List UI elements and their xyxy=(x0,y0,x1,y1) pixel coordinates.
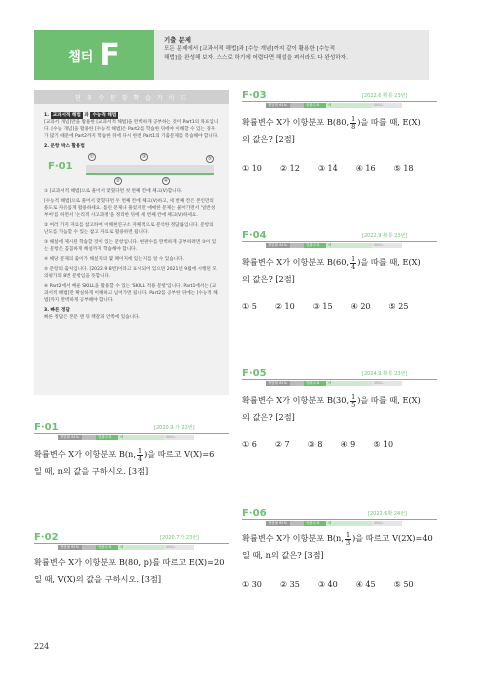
tag-csat-method: 수능적 해법 xyxy=(92,113,117,118)
problem-f05 xyxy=(242,368,437,458)
choice-5[interactable]: ⑤ 18 xyxy=(393,164,414,173)
sample-problem-code: F·01 xyxy=(48,161,73,172)
choice-2[interactable]: ② 7 xyxy=(274,440,290,449)
choice-1[interactable]: ① 5 xyxy=(242,302,257,311)
problem-status-bar: 정답률 61% 현판수표 해 SKILL xyxy=(266,381,402,386)
choice-3[interactable]: ③ 15 xyxy=(312,302,333,311)
answer-choices xyxy=(242,580,432,589)
problem-source: [2020.9 가 22번] xyxy=(154,425,195,431)
marker-1: ① xyxy=(89,153,95,160)
chapter-label: 챕터 xyxy=(68,49,94,65)
problem-rule xyxy=(34,543,229,544)
choice-4[interactable]: ④ 45 xyxy=(355,580,376,589)
guide-section-1-title: 1. 교과서적 해법 과 수능적 해법 xyxy=(44,113,117,118)
choice-2[interactable]: ② 10 xyxy=(274,302,295,311)
problem-statement: 확률변수 X가 이항분포 B(60, $\frac{1}{4}$ )을 따를 때, E(X) 의 값은? [2점] xyxy=(242,254,421,284)
guide-section-2-title: 2. 문항 박스 활용법 xyxy=(44,144,85,149)
choice-4[interactable]: ④ 20 xyxy=(350,302,371,311)
problem-statement: 확률변수 X가 이항분포 B(80, p)를 따르고 E(X)=20 일 때, V(X)의 값을 구하시오. [3점] xyxy=(34,557,225,584)
choice-3[interactable]: ③ 14 xyxy=(317,164,338,173)
marker-5: ⑤ xyxy=(207,155,213,162)
guide-item-2: ② 여러 가지 자료를 참고하여 이해현연구소 자체적으로 분석한 정답률입니다. 문항의 난도를 가늠할 수 있는 참고 자료로 활용하면 됩니다. xyxy=(44,223,214,235)
problem-rule xyxy=(34,433,229,434)
problem-status-bar: 정답률 61% 현판수표 해 SKILL xyxy=(266,521,402,526)
chapter-badge xyxy=(34,30,154,80)
guide-item-1: ① [교과서적 해법]으로 풀어서 맞혔다면 첫 번째 칸에 체크(V)합니다. xyxy=(44,189,183,194)
sample-problem-box xyxy=(44,153,219,185)
answer-choices xyxy=(242,164,432,173)
marker-2: ② xyxy=(115,177,121,184)
choice-5[interactable]: ⑤ 25 xyxy=(388,302,409,311)
guide-item-4: ④ 해당 문제의 출이가 해설지의 몇 페이지에 있는지를 알 수 있습니다. xyxy=(44,257,184,262)
sample-problem-bar xyxy=(86,165,214,175)
header-line-1: 모든 문제에서 [교과서적 해법]과 [수능 개념]까지 같이 활용한 [수능적 xyxy=(164,46,336,52)
tag-textbook-method: 교과서적 해법 xyxy=(52,113,81,118)
guide-item-3: ③ 해설에 제시된 학습할 것이 있는 문항입니다. 현판수를 완벽하게 공부하려면 ③이 있는 문항은 꼼꼼하게 해설까지 학습해야 합니다. xyxy=(44,240,217,252)
problem-f04 xyxy=(242,230,437,320)
header-line-2: 해법]을 완성해 보자. 스스로 하기에 어렵다면 해설을 펴서라도 다 완성하자. xyxy=(164,55,348,61)
problem-status-bar: 정답률 61% 현판수표 해 SKILL xyxy=(58,545,194,550)
problem-f03 xyxy=(242,90,437,180)
choice-4[interactable]: ④ 9 xyxy=(340,440,356,449)
problem-source: [2022.6확 24번] xyxy=(368,511,408,517)
problem-source: [2022.9 확통 23번] xyxy=(362,233,408,239)
problem-rule xyxy=(242,101,437,102)
guide-item-6: ⑥ Part2에서 배운 SKILL을 활용할 수 있는 'SKILL 적용 문항'입니다. Part1에서는 [교과서적 해법]만 확실하게 이해하고 넘어가면 됩니다. Part2를 공부한 뒤에는 [수능적 해법]까지 완벽하게 공부해야 합니다. xyxy=(44,284,218,303)
page-number: 224 xyxy=(34,642,50,651)
guide-item-1b: [수능적 해법]으로 풀어서 맞혔다면 두 번째 칸에 체크(V)하고, 세 번째 칸은 본인만의 용도로 자유롭게 활용하세요. 틀린 문제나 풀었지만 애매한 문제는 물어가면서 '일반성 부여'를 하면서 '논리적 사고과정'을 정리한 뒤에 세 번째 칸에 체크(V)하세요. xyxy=(44,199,216,218)
problem-f06 xyxy=(242,508,437,598)
guide-section-3-text: 빠른 정답은 본문 맨 뒤 책갈피 안쪽에 있습니다. xyxy=(44,315,140,320)
marker-4: ④ xyxy=(163,177,169,184)
problem-rule xyxy=(242,241,437,242)
header-description xyxy=(164,36,424,63)
marker-3: ③ xyxy=(141,153,147,160)
problem-source: [2022.6 확통 23번] xyxy=(362,93,408,99)
answer-choices xyxy=(242,440,411,449)
problem-statement: 확률변수 X가 이항분포 B(80, $\frac{1}{8}$ )을 따를 때, E(X) 의 값은? [2점] xyxy=(242,114,421,144)
problem-f01 xyxy=(34,422,229,492)
choice-5[interactable]: ⑤ 10 xyxy=(373,440,394,449)
problem-rule xyxy=(242,519,437,520)
problem-code: F·01 xyxy=(34,422,59,433)
answer-choices xyxy=(242,302,426,311)
section-title: 기출 문제 xyxy=(164,36,191,44)
problem-source: [2020.7가 23번] xyxy=(160,535,200,541)
problem-source: [2024.9 확통 23번] xyxy=(362,371,408,377)
problem-code: F·02 xyxy=(34,532,59,543)
choice-1[interactable]: ① 6 xyxy=(242,440,257,449)
problem-f02 xyxy=(34,532,229,592)
problem-status-bar: 정답률 61% 현판수표 해 SKILL xyxy=(266,103,402,108)
study-guide-box xyxy=(34,90,229,395)
study-guide-title: 현 우 수 문 항 학 습 가 이 드 xyxy=(34,90,229,104)
guide-section-1-text: [교과서 개념]만을 활용한 [교과서적 해법]을 완벽하게 공부하는 것이 Part1의 목표입니다. [수능 개념]을 활용한 [수능적 해법]은 Part2를 학습한 뒤에야 이해할 수 있는 경우가 많기 때문에 Part2까지 학습한 뒤에 다시 한번 Part1의 기출문제를 복습해야 합니다. xyxy=(44,120,219,139)
problem-statement: 확률변수 X가 이항분포 B(n, $\frac{1}{4}$ )을 따르고 V(X)=6 일 때, n의 값을 구하시오. [3점] xyxy=(34,446,215,476)
guide-item-5: ⑤ 문항의 출처입니다. [2022.9 8번]이라고 표시되어 있으면 2021년 9월에 시행된 모의평가의 8번 문항임을 뜻합니다. xyxy=(44,267,217,279)
problem-status-bar: 정답률 61% 현판수표 해 SKILL xyxy=(266,243,402,248)
problem-code: F·03 xyxy=(242,90,267,101)
problem-rule xyxy=(242,379,437,380)
choice-3[interactable]: ③ 8 xyxy=(307,440,323,449)
chapter-letter: F xyxy=(99,37,120,73)
problem-code: F·04 xyxy=(242,230,267,241)
choice-5[interactable]: ⑤ 50 xyxy=(393,580,414,589)
chapter-header xyxy=(34,30,429,80)
problem-statement: 확률변수 X가 이항분포 B(n, $\frac{1}{3}$ )을 따르고 V(2X)=40 일 때, n의 값은? [3점] xyxy=(242,530,433,560)
problem-status-bar: 정답률 61% 현판수표 해 SKILL xyxy=(58,435,194,440)
choice-4[interactable]: ④ 16 xyxy=(355,164,376,173)
problem-statement: 확률변수 X가 이항분포 B(30, $\frac{1}{5}$ )을 따를 때, E(X) 의 값은? [2점] xyxy=(242,392,421,422)
problem-code: F·05 xyxy=(242,368,267,379)
guide-section-3-title: 3. 빠른 정답 xyxy=(44,308,70,313)
choice-2[interactable]: ② 35 xyxy=(279,580,300,589)
choice-1[interactable]: ① 30 xyxy=(242,580,262,589)
choice-3[interactable]: ③ 40 xyxy=(317,580,338,589)
choice-1[interactable]: ① 10 xyxy=(242,164,262,173)
choice-2[interactable]: ② 12 xyxy=(279,164,300,173)
problem-code: F·06 xyxy=(242,508,267,519)
